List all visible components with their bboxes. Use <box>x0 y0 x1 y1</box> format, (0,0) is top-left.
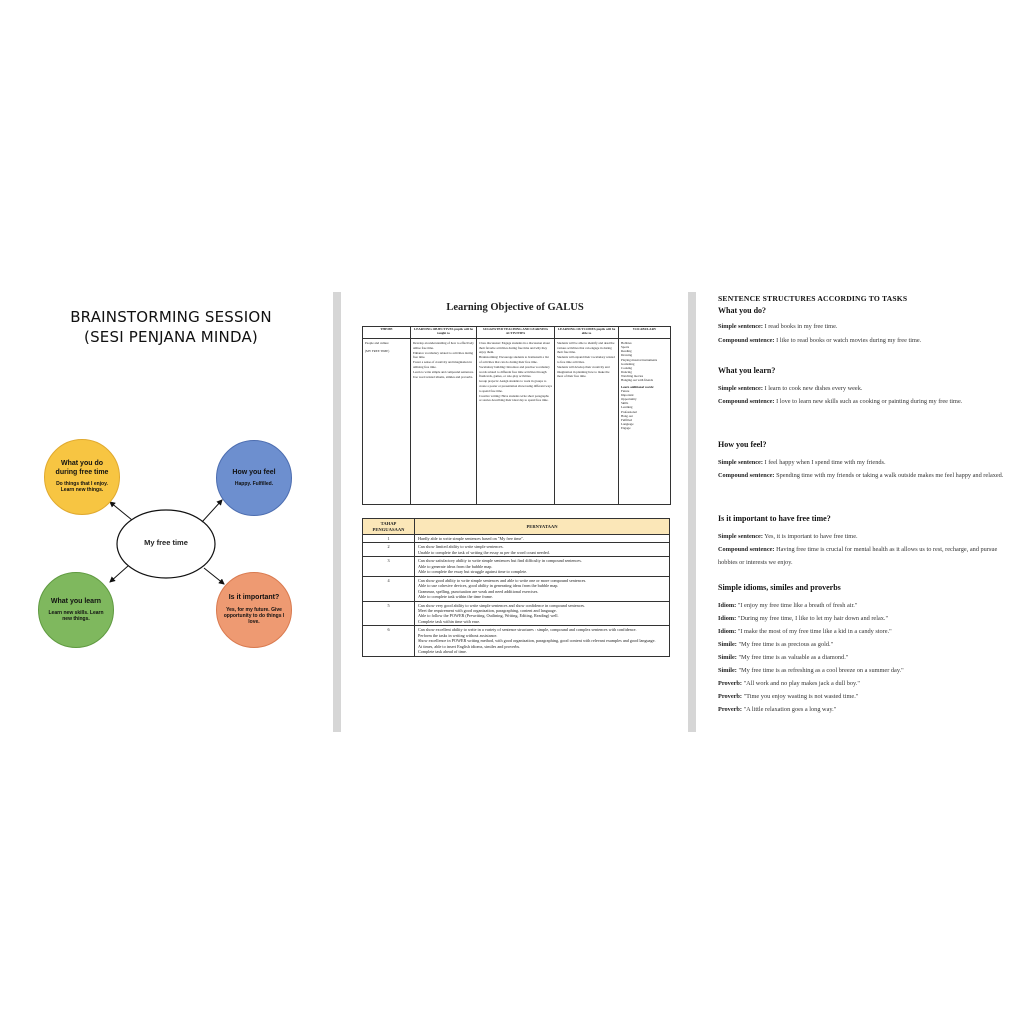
objective-table <box>362 326 671 505</box>
bubble-how-you-feel <box>216 440 292 516</box>
sentence-structures-page <box>704 292 1024 732</box>
objectives-cell <box>411 339 477 505</box>
sentence-text: I read books in my free time. <box>762 323 838 330</box>
idiom-label: Idiom: <box>718 615 737 622</box>
proverb-line <box>718 690 1018 703</box>
level-number: 6 <box>363 626 415 656</box>
idiom-text: "I enjoy my free time like a breath of fresh air." <box>736 602 858 609</box>
sentence-example <box>718 395 1018 408</box>
level-number: 5 <box>363 601 415 626</box>
vocab-item: Hang out <box>621 413 633 418</box>
table-row <box>363 626 670 656</box>
vocab-item: Fulfilled <box>621 417 632 422</box>
sentence-example <box>718 382 1018 395</box>
header-activities: SUGGESTED TEACHING AND LEARNING ACTIVITIES <box>477 327 555 339</box>
header-objectives: LEARNING OBJECTIVES pupils will be taught to <box>411 327 477 339</box>
bubble-title: Is it important? <box>228 594 280 602</box>
bubble-title: How you feel <box>232 468 276 476</box>
level-statement <box>415 626 670 656</box>
statement-line: Can show satisfactory ability to write simple sentences but find difficulty in compound sentences. <box>418 558 582 564</box>
section-heading: How you feel? <box>718 440 767 449</box>
level-number: 2 <box>363 543 415 557</box>
vocab-item: Dancing <box>621 370 632 375</box>
vocab-item: Engage <box>621 426 631 431</box>
statement-line: Show excellence in POWER writing method, with good organization, paragraphing, good content with relevant examples and good language. <box>418 638 656 644</box>
level-statement <box>415 543 670 557</box>
vocab-item: Gardening <box>621 361 635 366</box>
list-item: Foster a sense of creativity and imagination in utilising free time. <box>413 360 472 369</box>
sentence-label: Simple sentence: <box>718 533 763 540</box>
vocab-item: Sports <box>621 345 630 350</box>
header-theme: THEME <box>363 327 411 339</box>
statement-line: Complete task ahead of time. <box>418 649 467 655</box>
bubble-title: What you do during free time <box>55 460 109 476</box>
list-item: Students will develop their creativity and imagination in planning how to make the most of their free time. <box>557 364 610 379</box>
statement-line: At times, able to insert English idioms, similes and proverbs. <box>418 643 521 649</box>
arrow-to-what-you-do <box>110 502 132 520</box>
vocab-item: Hanging out with friends <box>621 378 653 383</box>
statement-line: Can show limited ability to write simple sentences. <box>418 544 504 550</box>
activities-cell <box>477 339 555 505</box>
vocabulary-cell <box>619 339 671 505</box>
statement-line: Unable to complete the task of writing the essay as per the word count needed. <box>418 549 550 555</box>
header-outcomes: LEARNING OUTCOMES pupils will be able to <box>555 327 619 339</box>
proverb-label: Proverb: <box>718 680 743 687</box>
sentence-example <box>718 530 1018 543</box>
proverb-line <box>718 677 1018 690</box>
vocab-item: Playing musical instruments <box>621 357 658 362</box>
page-divider <box>688 292 696 732</box>
page-divider <box>333 292 341 732</box>
sentence-example <box>718 320 1018 333</box>
sentence-example <box>718 456 1018 469</box>
proverb-text: "Time you enjoy wasting is not wasted time." <box>742 693 859 700</box>
sentence-text: Yes, it is important to have free time. <box>762 533 858 540</box>
mastery-level-table <box>362 518 670 657</box>
sentence-text: I like to read books or watch movies during my free time. <box>774 337 922 344</box>
vocab-item: Skills <box>621 401 629 406</box>
bubble-text: Do things that I enjoy. Learn new things. <box>56 481 108 494</box>
brainstorm-title: BRAINSTORMING SESSION <box>70 308 272 326</box>
proverb-label: Proverb: <box>718 706 743 713</box>
list-item: Enhance vocabulary related to activities during free time. <box>413 350 474 360</box>
vocab-item: Learning <box>621 405 633 410</box>
bubble-is-it-important <box>216 572 292 648</box>
simile-text: "My free time is as precious as gold." <box>736 641 834 648</box>
theme-cell <box>363 339 411 505</box>
idiom-text: "I make the most of my free time like a kid in a candy store." <box>736 628 892 635</box>
idiom-line <box>718 625 1018 638</box>
list-item: Brainstorming: Encourage students to brainstorm a list of activities that can do during their free time. <box>479 355 549 364</box>
table-row <box>363 557 670 576</box>
vocab-item: Opportunity <box>621 397 637 402</box>
statement-line: Grammar, spelling, punctuation are weak and need additional exercises. <box>418 588 539 594</box>
statement-line: Can show very good ability to write simple sentences and show confidence in compound sentences. <box>418 602 586 608</box>
table-row <box>363 535 670 543</box>
statement-line: Able to use cohesive devices, good ability in generating ideas from the bubble map. <box>418 583 559 589</box>
simile-label: Simile: <box>718 654 737 661</box>
header-level: TAHAP PENGUASAAN <box>363 519 415 535</box>
outcomes-cell <box>555 339 619 505</box>
sentence-label: Simple sentence: <box>718 459 763 466</box>
sentence-example <box>718 469 1018 482</box>
list-item: Class discussion: Engage students in a discussion about their favorite activities during free time and why they enjoy them. <box>479 341 550 355</box>
simile-label: Simile: <box>718 641 737 648</box>
sentence-label: Compound sentence: <box>718 337 775 344</box>
mindmap-connectors <box>10 292 332 732</box>
proverb-text: "A little relaxation goes a long way." <box>742 706 837 713</box>
simile-label: Simile: <box>718 667 737 674</box>
vocab-item: Drawing <box>621 353 633 358</box>
sentence-text: I feel happy when I spend time with my friends. <box>762 459 886 466</box>
idiom-line <box>718 612 1018 625</box>
statement-line: Complete task within time with ease. <box>418 618 481 624</box>
proverb-text: "All work and no play makes jack a dull boy." <box>742 680 860 687</box>
statement-line: Able to complete the essay but struggle against time to complete. <box>418 569 528 575</box>
list-item: Use word related idioms, similes and proverbs. <box>413 375 474 380</box>
sentence-label: Simple sentence: <box>718 385 763 392</box>
header-statement: PERNYATAAN <box>415 519 670 535</box>
sentence-text: Having free time is crucial for mental health as it allows us to rest, recharge, and pursue hobbies or interests we enjoy. <box>718 546 998 566</box>
vocab-item: Hobbies <box>621 341 632 345</box>
table-row <box>363 543 670 557</box>
idiom-text: "During my free time, I like to let my hair down and relax." <box>736 615 889 622</box>
statement-line: Meet the requirement with good organization, paragraphing, content and language. <box>418 607 557 613</box>
list-item: Students will expand their vocabulary related to free time activities. <box>557 355 615 364</box>
simile-line <box>718 638 1018 651</box>
bubble-title: What you learn <box>50 597 102 605</box>
vocab-item: Professional <box>621 409 637 414</box>
statement-line: Can show excellent ability to write in a variety of sentence structures : simple, compound and complex sentences with confidence. <box>418 627 637 633</box>
simile-text: "My free time is as refreshing as a cool breeze on a summer day." <box>736 667 904 674</box>
section-heading: Is it important to have free time? <box>718 514 831 523</box>
statement-line: Able to follow the POWER (Prewriting, Outlining, Writing, Editing, Reading) well. <box>418 613 559 619</box>
sentence-structures-title: SENTENCE STRUCTURES ACCORDING TO TASKS <box>718 294 908 303</box>
list-item: Develop an understanding of how to effectively utilise free time. <box>413 341 474 350</box>
section-heading: What you do? <box>718 306 767 315</box>
level-statement <box>415 576 670 601</box>
list-item: Learn to write simple and compound sentences. <box>413 370 474 375</box>
sentence-label: Compound sentence: <box>718 398 775 405</box>
section-heading: What you learn? <box>718 366 776 375</box>
simile-line <box>718 664 1018 677</box>
header-vocabulary: VOCABULARY <box>619 327 671 339</box>
proverb-line <box>718 703 1018 716</box>
bubble-what-you-do <box>44 439 120 515</box>
statement-line: Able to generate ideas from the bubble map. <box>418 563 493 569</box>
sentence-text: Spending time with my friends or taking a walk outside makes me feel happy and relaxed. <box>774 472 1004 479</box>
bubble-text: Learn new skills. Learn new things. <box>48 609 104 623</box>
sentence-label: Compound sentence: <box>718 546 775 553</box>
learning-objective-page <box>342 292 688 732</box>
theme-line: People and culture <box>365 341 389 345</box>
proverb-label: Proverb: <box>718 693 743 700</box>
sentence-label: Compound sentence: <box>718 472 775 479</box>
bubble-what-you-learn <box>38 572 114 648</box>
theme-line: (MY FREE TIME) <box>365 348 390 353</box>
level-number: 3 <box>363 557 415 576</box>
vocab-item: Watching movies <box>621 374 644 379</box>
sentence-text: I learn to cook new dishes every week. <box>762 385 863 392</box>
level-statement <box>415 557 670 576</box>
brainstorming-page <box>10 292 332 732</box>
simile-text: "My free time is as valuable as a diamond." <box>736 654 849 661</box>
center-topic: My free time <box>144 538 188 547</box>
vocab-item: Future <box>621 388 630 393</box>
brainstorm-subtitle: (SESI PENJANA MINDA) <box>84 328 258 346</box>
idioms-heading: Simple idioms, similes and proverbs <box>718 583 841 592</box>
arrow-to-what-you-learn <box>110 566 128 582</box>
idiom-label: Idiom: <box>718 602 737 609</box>
list-item: Group projects: Assign students to work in groups to create a poster or presentation showcasing different ways to spend free time. <box>479 379 552 393</box>
learning-objective-title: Learning Objective of GALUS <box>446 302 584 313</box>
level-number: 4 <box>363 576 415 601</box>
table-row <box>363 601 670 626</box>
vocab-item: Language <box>621 421 634 426</box>
statement-line: Hardly able to write simple sentences based on "My free time". <box>418 536 525 541</box>
idiom-label: Idiom: <box>718 628 737 635</box>
list-item: Students will be able to identify and describe various activities that can engage in during their free time. <box>557 341 615 355</box>
vocab-item: Cooking <box>621 365 632 370</box>
statement-line: Can show good ability to write simple sentences and able to write one or more compound sentences. <box>418 577 587 583</box>
vocab-item: Reading <box>621 349 632 354</box>
bubble-text: Happy. Fulfilled. <box>234 481 274 488</box>
table-row <box>363 576 670 601</box>
arrow-to-is-it-important <box>204 568 224 584</box>
level-statement <box>415 601 670 626</box>
sentence-example <box>718 334 1018 347</box>
vocab-heading: Learn additional words: <box>621 384 655 389</box>
statement-line: Perform the tasks in writing without assistance. <box>418 632 498 638</box>
vocab-item: Important <box>621 392 634 397</box>
arrow-to-how-you-feel <box>202 500 222 522</box>
list-item: Vocabulary building: Introduce and practise vocabulary words related to different free time activities through flashcards, games, or role-play activities. <box>479 364 550 379</box>
sentence-text: I love to learn new skills such as cooking or painting during my free time. <box>774 398 963 405</box>
sentence-example <box>718 543 1018 569</box>
list-item: Creative writing: Have students write short paragraphs or stories describing their ideal day to spend free time. <box>479 393 549 403</box>
simile-line <box>718 651 1018 664</box>
statement-line: Able to complete task within the time frame. <box>418 594 493 600</box>
level-number: 1 <box>363 535 415 543</box>
sentence-label: Simple sentence: <box>718 323 763 330</box>
level-statement <box>415 535 670 543</box>
idiom-line <box>718 599 1018 612</box>
bubble-text: Yes, for my future. Give opportunity to do things I love. <box>223 606 285 626</box>
